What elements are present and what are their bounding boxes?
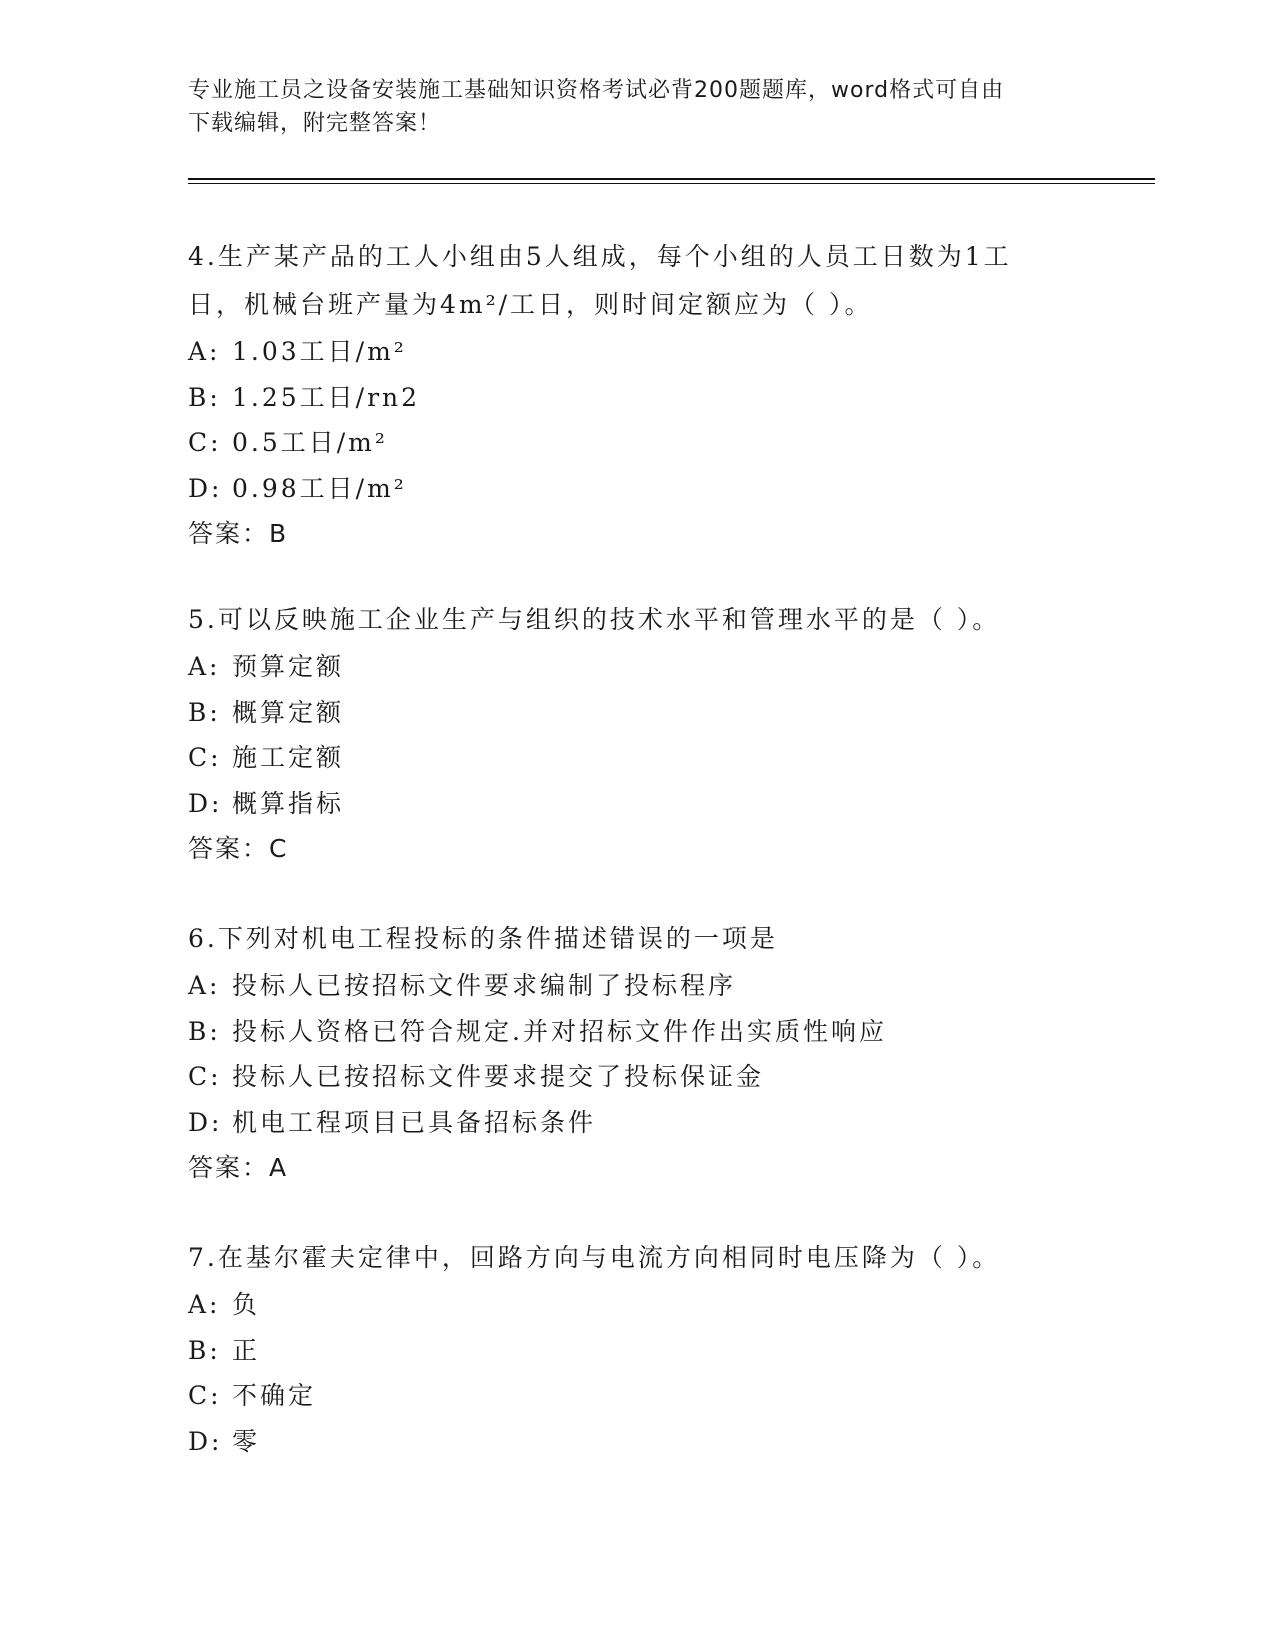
option-letter: B: [188, 382, 221, 412]
option-text: 正 [232, 1335, 261, 1365]
option-letter: A: [188, 337, 221, 366]
option-letter: C: [188, 743, 222, 772]
option-text: 投标人已按招标文件要求提交了投标保证金 [232, 1062, 765, 1091]
option-text: 概算指标 [232, 788, 345, 818]
header-title-line-2: 下载编辑，附完整答案！ [188, 111, 442, 136]
option-text: 不确定 [232, 1381, 317, 1410]
answer-line: 答案：C [188, 834, 289, 863]
option-b [188, 690, 1088, 736]
option-b [188, 1328, 1088, 1374]
option-text: 0.98工日/m² [232, 473, 407, 503]
option-letter: D: [188, 788, 223, 818]
question-stem-line: 7.在基尔霍夫定律中，回路方向与电流方向相同时电压降为（ ）。 [188, 1243, 1001, 1272]
option-letter: B: [188, 1335, 221, 1365]
header-title-line-1: 专业施工员之设备安装施工基础知识资格考试必背200题题库，word格式可自由 [188, 78, 1005, 103]
option-a [188, 963, 1088, 1009]
question-stem-line: 日，机械台班产量为4m²/工日，则时间定额应为（ ）。 [188, 290, 873, 319]
option-letter: C: [188, 428, 222, 457]
question-stem-line: 4.生产某产品的工人小组由5人组成，每个小组的人员工日数为1工 [188, 242, 1012, 271]
option-letter: A: [188, 1290, 221, 1319]
option-letter: C: [188, 1381, 222, 1410]
question-6 [188, 915, 1088, 1191]
option-text: 零 [232, 1426, 261, 1456]
option-c [188, 420, 1088, 466]
option-d [188, 466, 1088, 512]
question-7 [188, 1234, 1088, 1464]
question-5 [188, 596, 1088, 872]
option-letter: D: [188, 473, 223, 503]
option-letter: D: [188, 1107, 223, 1137]
option-letter: D: [188, 1426, 223, 1456]
option-letter: A: [188, 971, 221, 1000]
option-text: 投标人已按招标文件要求编制了投标程序 [232, 971, 737, 1000]
option-text: 0.5工日/m² [232, 428, 388, 457]
option-letter: A: [188, 652, 221, 681]
option-text: 概算定额 [232, 697, 345, 727]
option-text: 1.03工日/m² [232, 337, 407, 366]
question-stem-line: 5.可以反映施工企业生产与组织的技术水平和管理水平的是（ ）。 [188, 605, 1001, 634]
answer-line: 答案：A [188, 1153, 289, 1182]
option-d [188, 1419, 1088, 1465]
option-a [188, 644, 1088, 690]
option-text: 预算定额 [232, 652, 345, 681]
question-4 [188, 233, 1088, 557]
option-a [188, 1282, 1088, 1328]
header-divider-thick [188, 178, 1155, 180]
option-d [188, 1100, 1088, 1146]
option-c [188, 735, 1088, 781]
option-letter: B: [188, 1016, 221, 1046]
answer-line: 答案：B [188, 519, 289, 548]
option-text: 施工定额 [232, 743, 345, 772]
option-c [188, 1054, 1088, 1100]
option-letter: C: [188, 1062, 222, 1091]
option-text: 负 [232, 1290, 261, 1319]
option-b [188, 375, 1088, 421]
option-text: 投标人资格已符合规定.并对招标文件作出实质性响应 [232, 1016, 887, 1046]
option-letter: B: [188, 697, 221, 727]
question-stem-line: 6.下列对机电工程投标的条件描述错误的一项是 [188, 924, 778, 953]
option-b [188, 1009, 1088, 1055]
document-header [188, 74, 1088, 140]
option-d [188, 781, 1088, 827]
option-text: 1.25工日/rn2 [232, 382, 421, 412]
option-c [188, 1373, 1088, 1419]
option-a [188, 329, 1088, 375]
header-divider-thin [188, 183, 1155, 184]
option-text: 机电工程项目已具备招标条件 [232, 1107, 597, 1137]
